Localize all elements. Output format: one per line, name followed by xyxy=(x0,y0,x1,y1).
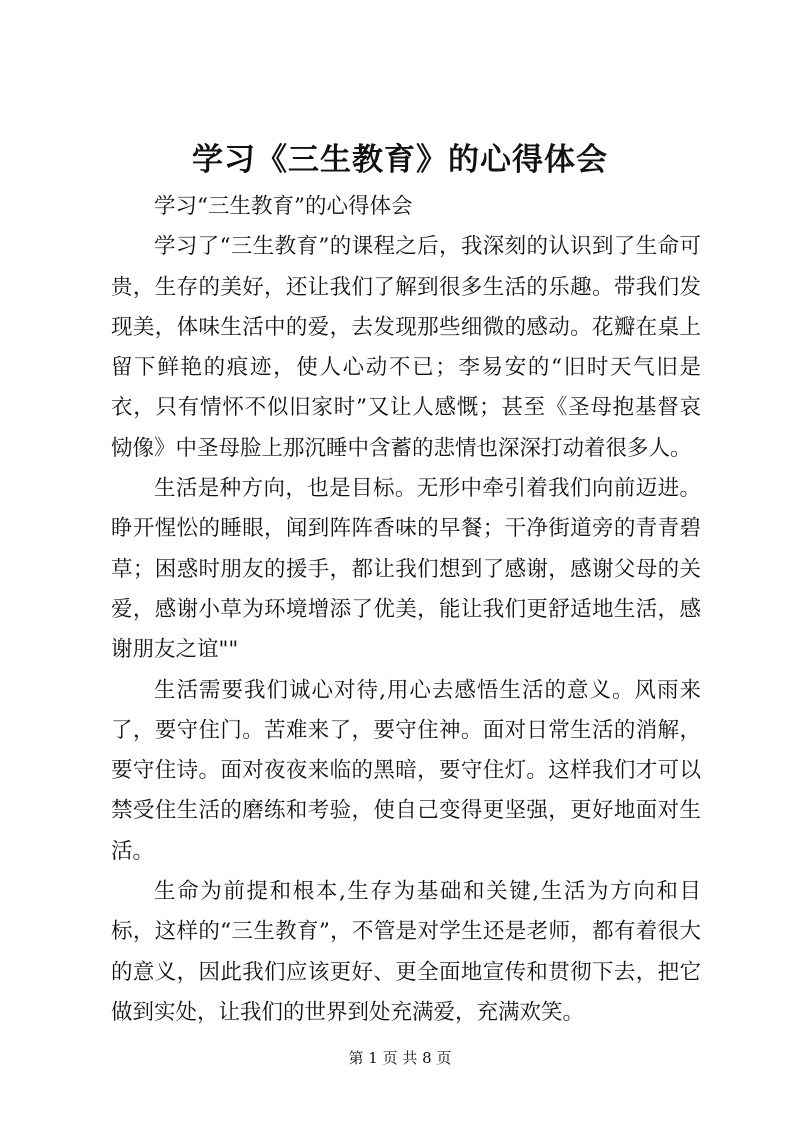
page-title: 学习《三生教育》的心得体会 xyxy=(192,142,608,178)
page-number-footer: 第 1 页 共 8 页 xyxy=(348,1049,452,1067)
body-paragraph: 生活是种方向，也是目标。无形中牵引着我们向前迈进。睁开惺忪的睡眼，闻到阵阵香味的早餐；干净街道旁的青青碧草；困惑时朋友的援手，都让我们想到了感谢，感谢父母的关爱，感谢小草为环境增添了优美，能让我们更舒适地生活，感谢朋友之谊"" xyxy=(111,476,701,663)
subtitle-paragraph: 学习“三生教育”的心得体会 xyxy=(154,194,413,219)
body-paragraph: 学习了“三生教育”的课程之后，我深刻的认识到了生命可贵，生存的美好，还让我们了解到很多生活的乐趣。带我们发现美，体味生活中的爱，去发现那些细微的感动。花瓣在桌上留下鲜艳的痕迹，使人心动不已；李易安的“旧时天气旧是衣，只有情怀不似旧家时”又让人感慨；甚至《圣母抱基督哀恸像》中圣母脸上那沉睡中含蓄的悲情也深深打动着很多人。 xyxy=(111,234,701,461)
body-paragraph: 生命为前提和根本,生存为基础和关键,生活为方向和目标，这样的“三生教育”，不管是对学生还是老师，都有着很大的意义，因此我们应该更好、更全面地宣传和贯彻下去，把它做到实处，让我们的世界到处充满爱，充满欢笑。 xyxy=(111,879,701,1025)
body-paragraph: 生活需要我们诚心对待,用心去感悟生活的意义。风雨来了，要守住门。苦难来了，要守住神。面对日常生活的消解，要守住诗。面对夜夜来临的黑暗，要守住灯。这样我们才可以禁受住生活的磨练和考验，使自己变得更坚强，更好地面对生活。 xyxy=(111,677,701,864)
document-body xyxy=(111,187,701,1033)
